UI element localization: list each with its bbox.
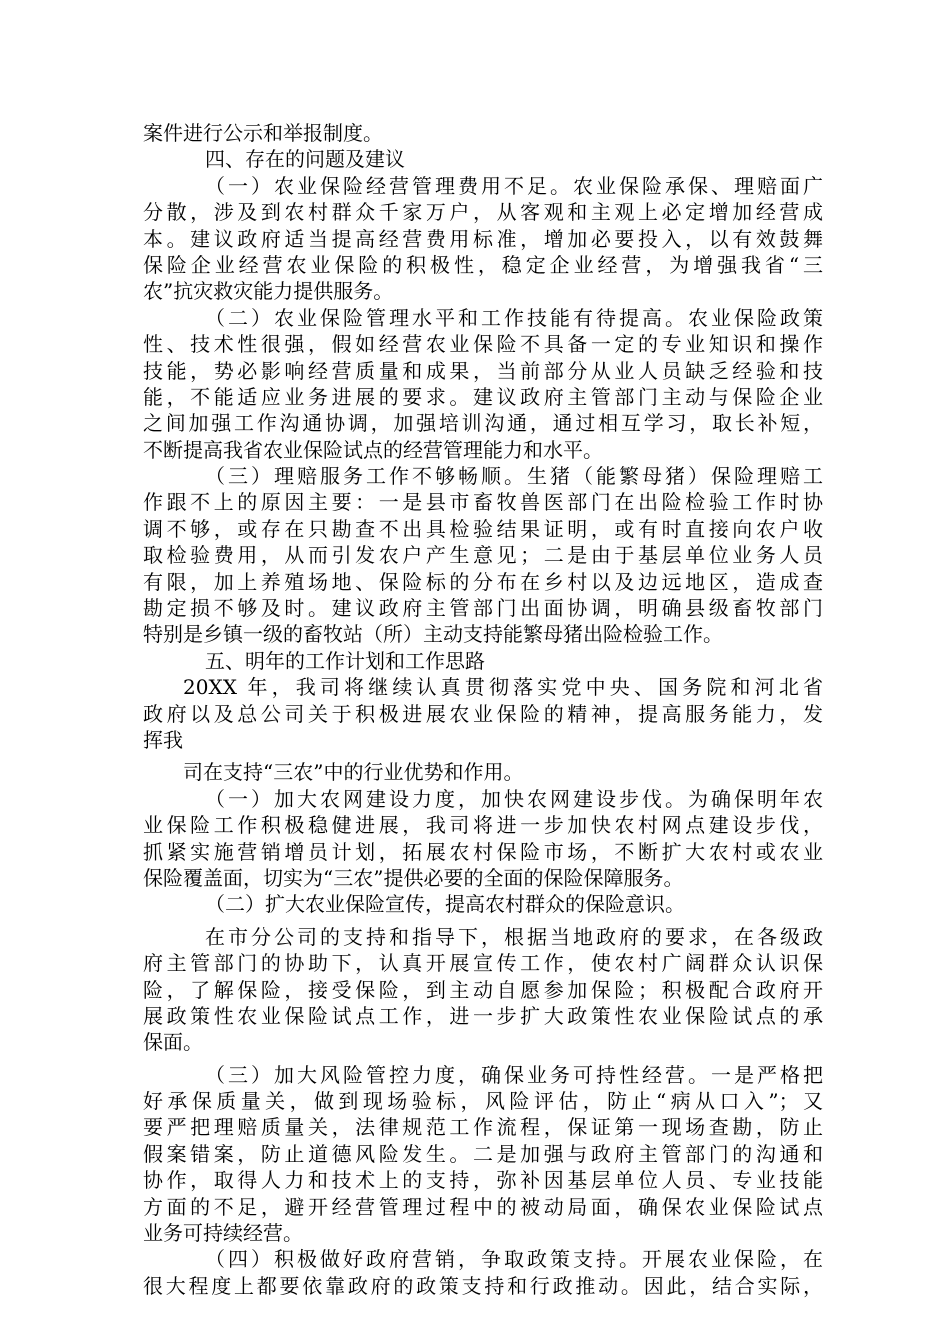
text-line: 农”抗灾救灾能力提供服务。 — [143, 279, 394, 304]
section-heading: 四、存在的问题及建议 — [205, 147, 405, 172]
text-line: （一）农业保险经营管理费用不足。农业保险承保、理赔面广 — [205, 173, 823, 198]
text-line: （一）加大农网建设力度，加快农网建设步伐。为确保明年农 — [205, 786, 823, 811]
text-line: 案件进行公示和举报制度。 — [143, 121, 383, 145]
text-line: 险，了解保险，接受保险，到主动自愿参加保险；积极配合政府开 — [143, 977, 823, 1002]
text-line: 保险覆盖面，切实为“三农”提供必要的全面的保险保障服务。 — [143, 865, 684, 890]
text-line: 有限，加上养殖场地、保险标的分布在乡村以及边远地区，造成查 — [143, 569, 823, 594]
text-line: 府主管部门的协助下，认真开展宣传工作，使农村广阔群众认识保 — [143, 951, 823, 976]
text-line: 好承保质量关，做到现场验标，风险评估，防止“病从口入”；又 — [143, 1089, 823, 1114]
text-line: 业务可持续经营。 — [143, 1221, 303, 1246]
text-line: 取检验费用，从而引发农户产生意见；二是由于基层单位业务人员 — [143, 543, 823, 568]
text-line: 展政策性农业保险试点工作，进一步扩大政策性农业保险试点的承 — [143, 1003, 823, 1028]
text-line: 挥我 — [143, 727, 183, 752]
text-line: 政府以及总公司关于积极进展农业保险的精神，提高服务能力，发 — [143, 701, 823, 726]
text-line: 要严把理赔质量关，法律规范工作流程，保证第一现场查勘，防止 — [143, 1115, 823, 1140]
text-line: （二）扩大农业保险宣传，提高农村群众的保险意识。 — [205, 892, 685, 917]
text-line: 保险企业经营农业保险的积极性，稳定企业经营，为增强我省“三 — [143, 252, 823, 277]
text-line: 技能，势必影响经营质量和成果，当前部分从业人员缺乏经验和技 — [143, 358, 823, 383]
text-line: 本。建议政府适当提高经营费用标准，增加必要投入，以有效鼓舞 — [143, 226, 823, 251]
text-line: 方面的不足，避开经营管理过程中的被动局面，确保农业保险试点 — [143, 1194, 823, 1219]
text-line: 在市分公司的支持和指导下，根据当地政府的要求，在各级政 — [205, 924, 823, 949]
text-line: 不断提高我省农业保险试点的经营管理能力和水平。 — [143, 437, 603, 462]
text-line: 能，不能适应业务进展的要求。建议政府主管部门主动与保险企业 — [143, 384, 823, 409]
document-body — [143, 120, 823, 1299]
text-line: 勘定损不够及时。建议政府主管部门出面协调，明确县级畜牧部门 — [143, 596, 823, 621]
text-line: 保面。 — [143, 1030, 203, 1055]
text-line: 性、技术性很强，假如经营农业保险不具备一定的专业知识和操作 — [143, 332, 823, 357]
text-line: （三）理赔服务工作不够畅顺。生猪（能繁母猪）保险理赔工 — [205, 464, 823, 489]
text-line: （三）加大风险管控力度，确保业务可持性经营。一是严格把 — [205, 1062, 823, 1087]
text-line: 作跟不上的原因主要：一是县市畜牧兽医部门在出险检验工作时协 — [143, 490, 823, 515]
text-line: （二）农业保险管理水平和工作技能有待提高。农业保险政策 — [205, 305, 823, 330]
text-line: 特别是乡镇一级的畜牧站（所）主动支持能繁母猪出险检验工作。 — [143, 622, 723, 647]
text-line: 分散，涉及到农村群众千家万户，从客观和主观上必定增加经营成 — [143, 200, 823, 225]
text-line: 协作，取得人力和技术上的支持，弥补因基层单位人员、专业技能 — [143, 1168, 823, 1193]
text-line: 司在支持“三农”中的行业优势和作用。 — [183, 760, 524, 785]
text-line: 很大程度上都要依靠政府的政策支持和行政推动。因此，结合实际， — [143, 1273, 823, 1298]
text-line: 假案错案，防止道德风险发生。二是加强与政府主管部门的沟通和 — [143, 1141, 823, 1166]
text-line: 调不够，或存在只勘查不出具检验结果证明，或有时直接向农户收 — [143, 516, 823, 541]
text-line: （四）积极做好政府营销，争取政策支持。开展农业保险，在 — [205, 1247, 823, 1272]
section-heading: 五、明年的工作计划和工作思路 — [205, 648, 485, 673]
text-line: 20XX 年，我司将继续认真贯彻落实党中央、国务院和河北省 — [183, 675, 823, 700]
text-line: 业保险工作积极稳健进展，我司将进一步加快农村网点建设步伐， — [143, 813, 823, 838]
text-line: 抓紧实施营销增员计划，拓展农村保险市场，不断扩大农村或农业 — [143, 839, 823, 864]
text-line: 之间加强工作沟通协调，加强培训沟通，通过相互学习，取长补短， — [143, 411, 823, 436]
